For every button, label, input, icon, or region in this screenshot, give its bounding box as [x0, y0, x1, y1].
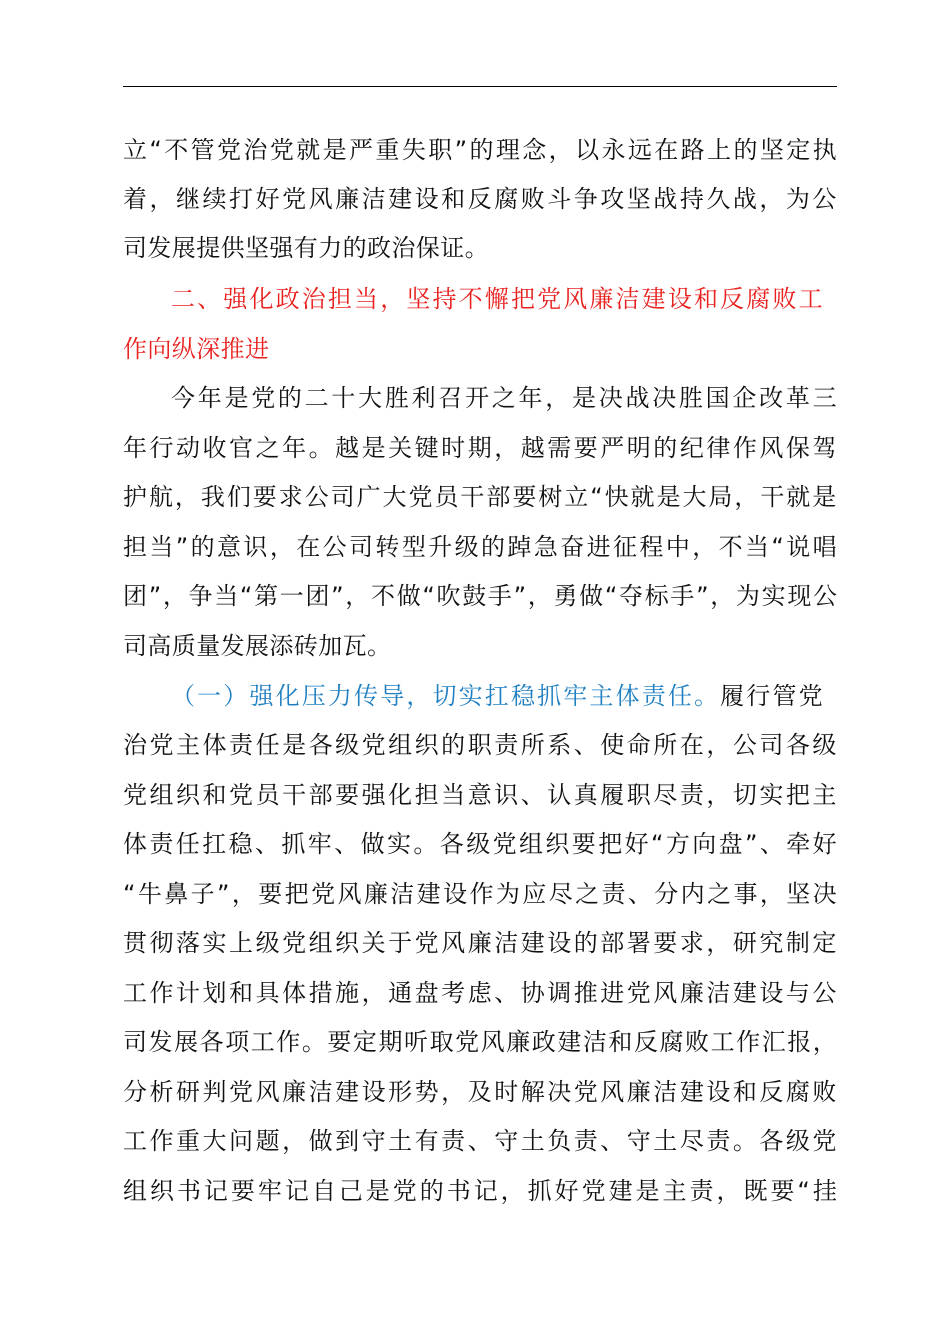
subsection-line [171, 676, 825, 716]
body-line: 党组织和党员干部要强化担当意识、认真履职尽责，切实把主 [123, 781, 839, 809]
body-line: 司发展提供坚强有力的政治保证。 [123, 234, 489, 262]
body-line: 治党主体责任是各级党组织的职责所系、使命所在，公司各级 [123, 731, 839, 759]
body-line: 护航，我们要求公司广大党员干部要树立“快就是大局，干就是 [123, 483, 839, 511]
body-line: 工作计划和具体措施，通盘考虑、协调推进党风廉洁建设与公 [123, 979, 839, 1007]
section-heading-text: 作向纵深推进 [123, 335, 270, 363]
body-line: 司发展各项工作。要定期听取党风廉政建洁和反腐败工作汇报， [123, 1028, 839, 1056]
body-line: 贯彻落实上级党组织关于党风廉洁建设的部署要求，研究制定 [123, 929, 839, 957]
body-line: 着，继续打好党风廉洁建设和反腐败斗争攻坚战持久战，为公 [123, 185, 839, 213]
body-line: 分析研判党风廉洁建设形势，及时解决党风廉洁建设和反腐败 [123, 1078, 839, 1106]
body-line: 立“不管党治党就是严重失职”的理念，以永远在路上的坚定执 [123, 136, 840, 164]
section-heading-line [171, 279, 825, 319]
section-heading-text: 二、强化政治担当，坚持不懈把党风廉洁建设和反腐败工 [171, 285, 825, 313]
body-line: 担当”的意识，在公司转型升级的踔急奋进征程中，不当“说唱 [123, 533, 840, 561]
body-line: “牛鼻子”，要把党风廉洁建设作为应尽之责、分内之事，坚决 [123, 880, 840, 908]
body-line: 年行动收官之年。越是关键时期，越需要严明的纪律作风保驾 [123, 434, 839, 462]
section-heading-line [123, 329, 269, 369]
header-rule [123, 86, 837, 87]
subsection-body: 履行管党 [720, 682, 825, 710]
body-line: 工作重大问题，做到守土有责、守土负责、守土尽责。各级党 [123, 1127, 839, 1155]
body-line: 团”，争当“第一团”，不做“吹鼓手”，勇做“夺标手”，为实现公 [123, 582, 839, 610]
subsection-heading: （一）强化压力传导，切实扛稳抓牢主体责任。 [171, 682, 721, 710]
body-line: 体责任扛稳、抓牢、做实。各级党组织要把好“方向盘”、牵好 [123, 830, 840, 858]
body-line: 今年是党的二十大胜利召开之年，是决战决胜国企改革三 [171, 384, 840, 412]
body-line: 组织书记要牢记自己是党的书记，抓好党建是主责，既要“挂 [123, 1177, 840, 1205]
body-line: 司高质量发展添砖加瓦。 [123, 632, 392, 660]
